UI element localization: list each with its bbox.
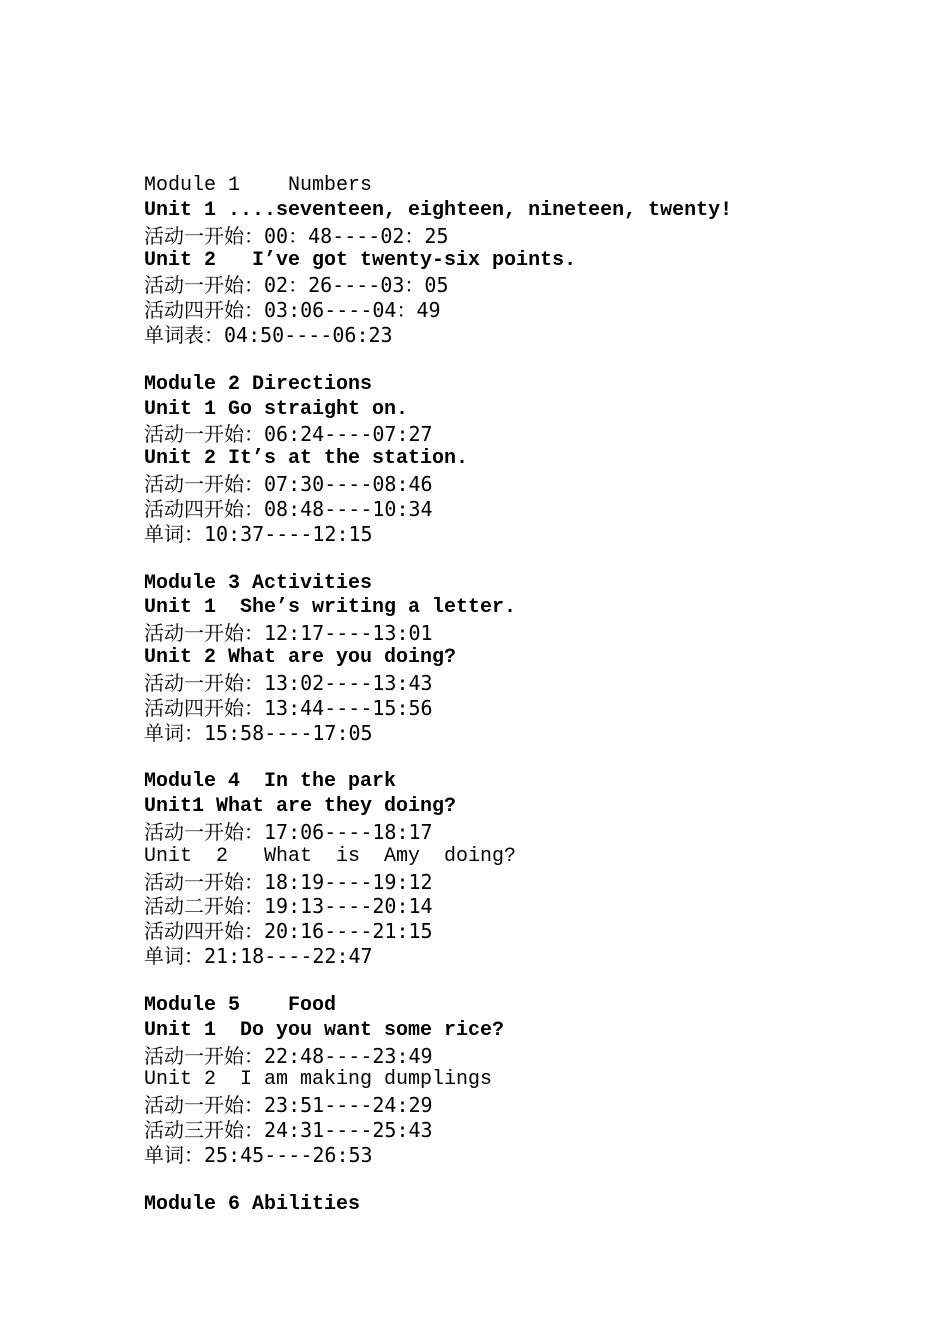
timestamp-entry: 活动一开始：17:06----18:17 bbox=[144, 819, 433, 844]
module-section bbox=[144, 572, 904, 746]
timestamp-entry: 活动四开始：08:48----10:34 bbox=[144, 496, 433, 521]
timestamp-entry: 活动四开始：03:06----04：49 bbox=[144, 298, 441, 323]
unit-title: Unit 1 Do you want some rice? bbox=[144, 1018, 505, 1042]
module-title: Module 2 Directions bbox=[144, 372, 373, 396]
section-spacer bbox=[144, 547, 904, 572]
timestamp-entry: 单词：10:37----12:15 bbox=[144, 521, 373, 546]
section-spacer bbox=[144, 348, 904, 373]
unit-title: Unit 2 It’s at the station. bbox=[144, 447, 469, 471]
timestamp-entry: 活动一开始：07:30----08:46 bbox=[144, 472, 433, 497]
section-spacer bbox=[144, 969, 904, 994]
timestamp-entry: 活动三开始：24:31----25:43 bbox=[144, 1118, 433, 1143]
unit-title: Unit 2 I’ve got twenty-six points. bbox=[144, 248, 577, 272]
module-title: Module 6 Abilities bbox=[144, 1192, 361, 1216]
module-title: Module 3 Activities bbox=[144, 571, 373, 595]
timestamp-entry: 活动四开始：13:44----15:56 bbox=[144, 695, 433, 720]
unit-title: Unit1 What are they doing? bbox=[144, 795, 457, 819]
timestamp-entry: 单词：21:18----22:47 bbox=[144, 944, 373, 969]
timestamp-entry: 单词表：04:50----06:23 bbox=[144, 323, 393, 348]
module-section bbox=[144, 174, 904, 348]
module-title: Module 1 Numbers bbox=[144, 174, 373, 197]
timestamp-entry: 活动一开始：22:48----23:49 bbox=[144, 1043, 433, 1068]
module-section bbox=[144, 373, 904, 547]
section-spacer bbox=[144, 745, 904, 770]
unit-title: Unit 2 What is Amy doing? bbox=[144, 844, 517, 868]
module-title: Module 4 In the park bbox=[144, 770, 397, 794]
module-section bbox=[144, 994, 904, 1168]
timestamp-entry: 活动一开始：00：48----02：25 bbox=[144, 223, 449, 248]
timestamp-entry: 活动一开始：13:02----13:43 bbox=[144, 670, 433, 695]
unit-title: Unit 2 What are you doing? bbox=[144, 646, 457, 670]
module-section bbox=[144, 1193, 904, 1218]
timestamp-entry: 活动四开始：20:16----21:15 bbox=[144, 919, 433, 944]
timestamp-entry: 活动一开始：18:19----19:12 bbox=[144, 869, 433, 894]
document-page bbox=[144, 174, 904, 1217]
timestamp-entry: 活动一开始：06:24----07:27 bbox=[144, 422, 433, 447]
timestamp-entry: 活动一开始：12:17----13:01 bbox=[144, 621, 433, 646]
timestamp-entry: 活动二开始：19:13----20:14 bbox=[144, 894, 433, 919]
module-title: Module 5 Food bbox=[144, 993, 337, 1017]
unit-title: Unit 1 She’s writing a letter. bbox=[144, 596, 517, 620]
unit-title: Unit 2 I am making dumplings bbox=[144, 1068, 493, 1092]
timestamp-entry: 活动一开始：02：26----03：05 bbox=[144, 273, 449, 298]
unit-title: Unit 1 Go straight on. bbox=[144, 397, 409, 421]
module-section bbox=[144, 770, 904, 969]
section-spacer bbox=[144, 1168, 904, 1193]
timestamp-entry: 单词：25:45----26:53 bbox=[144, 1142, 373, 1167]
timestamp-entry: 活动一开始：23:51----24:29 bbox=[144, 1093, 433, 1118]
unit-title: Unit 1 ....seventeen, eighteen, nineteen, twenty! bbox=[144, 198, 733, 222]
timestamp-entry: 单词：15:58----17:05 bbox=[144, 720, 373, 745]
